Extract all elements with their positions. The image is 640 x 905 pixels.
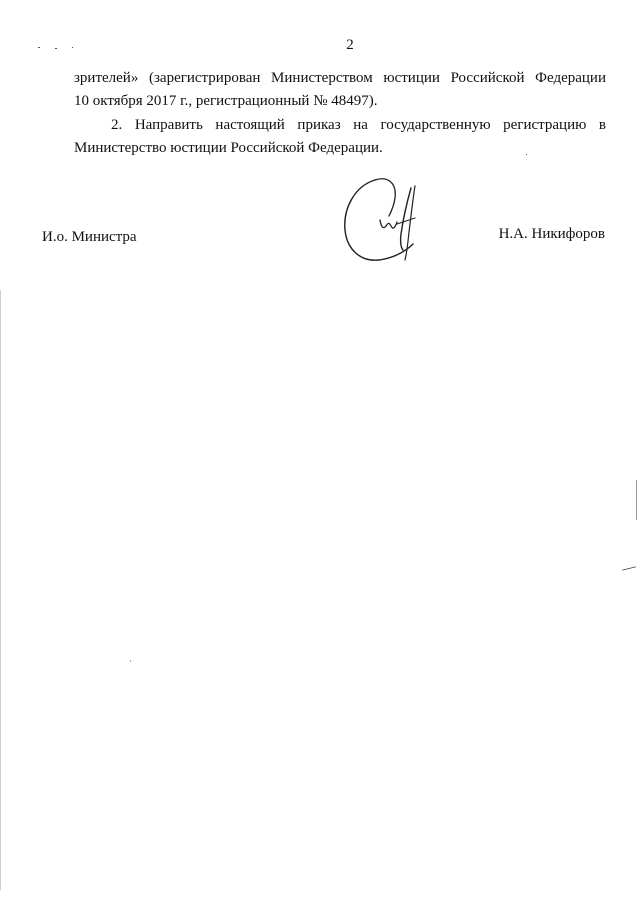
scan-speck [130,660,131,662]
paragraph-line: 2. Направить настоящий приказ на государственную регистрацию в [111,117,606,133]
scan-speck [526,154,527,155]
page-number: 2 [346,37,354,53]
paragraph-registration [74,67,606,113]
scan-edge [0,290,1,890]
signatory-name: Н.А. Никифоров [498,226,605,242]
paragraph-line: зрителей» (зарегистрирован Министерством юстиции Российской Федерации [74,70,606,86]
handwritten-signature [335,168,435,268]
paragraph-line: 10 октября 2017 г., регистрационный № 48497). [74,93,378,109]
scan-speck [72,47,73,48]
scan-speck [38,47,40,48]
scan-speck [636,480,637,520]
scan-speck [622,566,636,570]
paragraph-line: Министерство юстиции Российской Федерации. [74,140,383,156]
signatory-title: И.о. Министра [42,229,137,245]
scan-speck [55,48,57,49]
